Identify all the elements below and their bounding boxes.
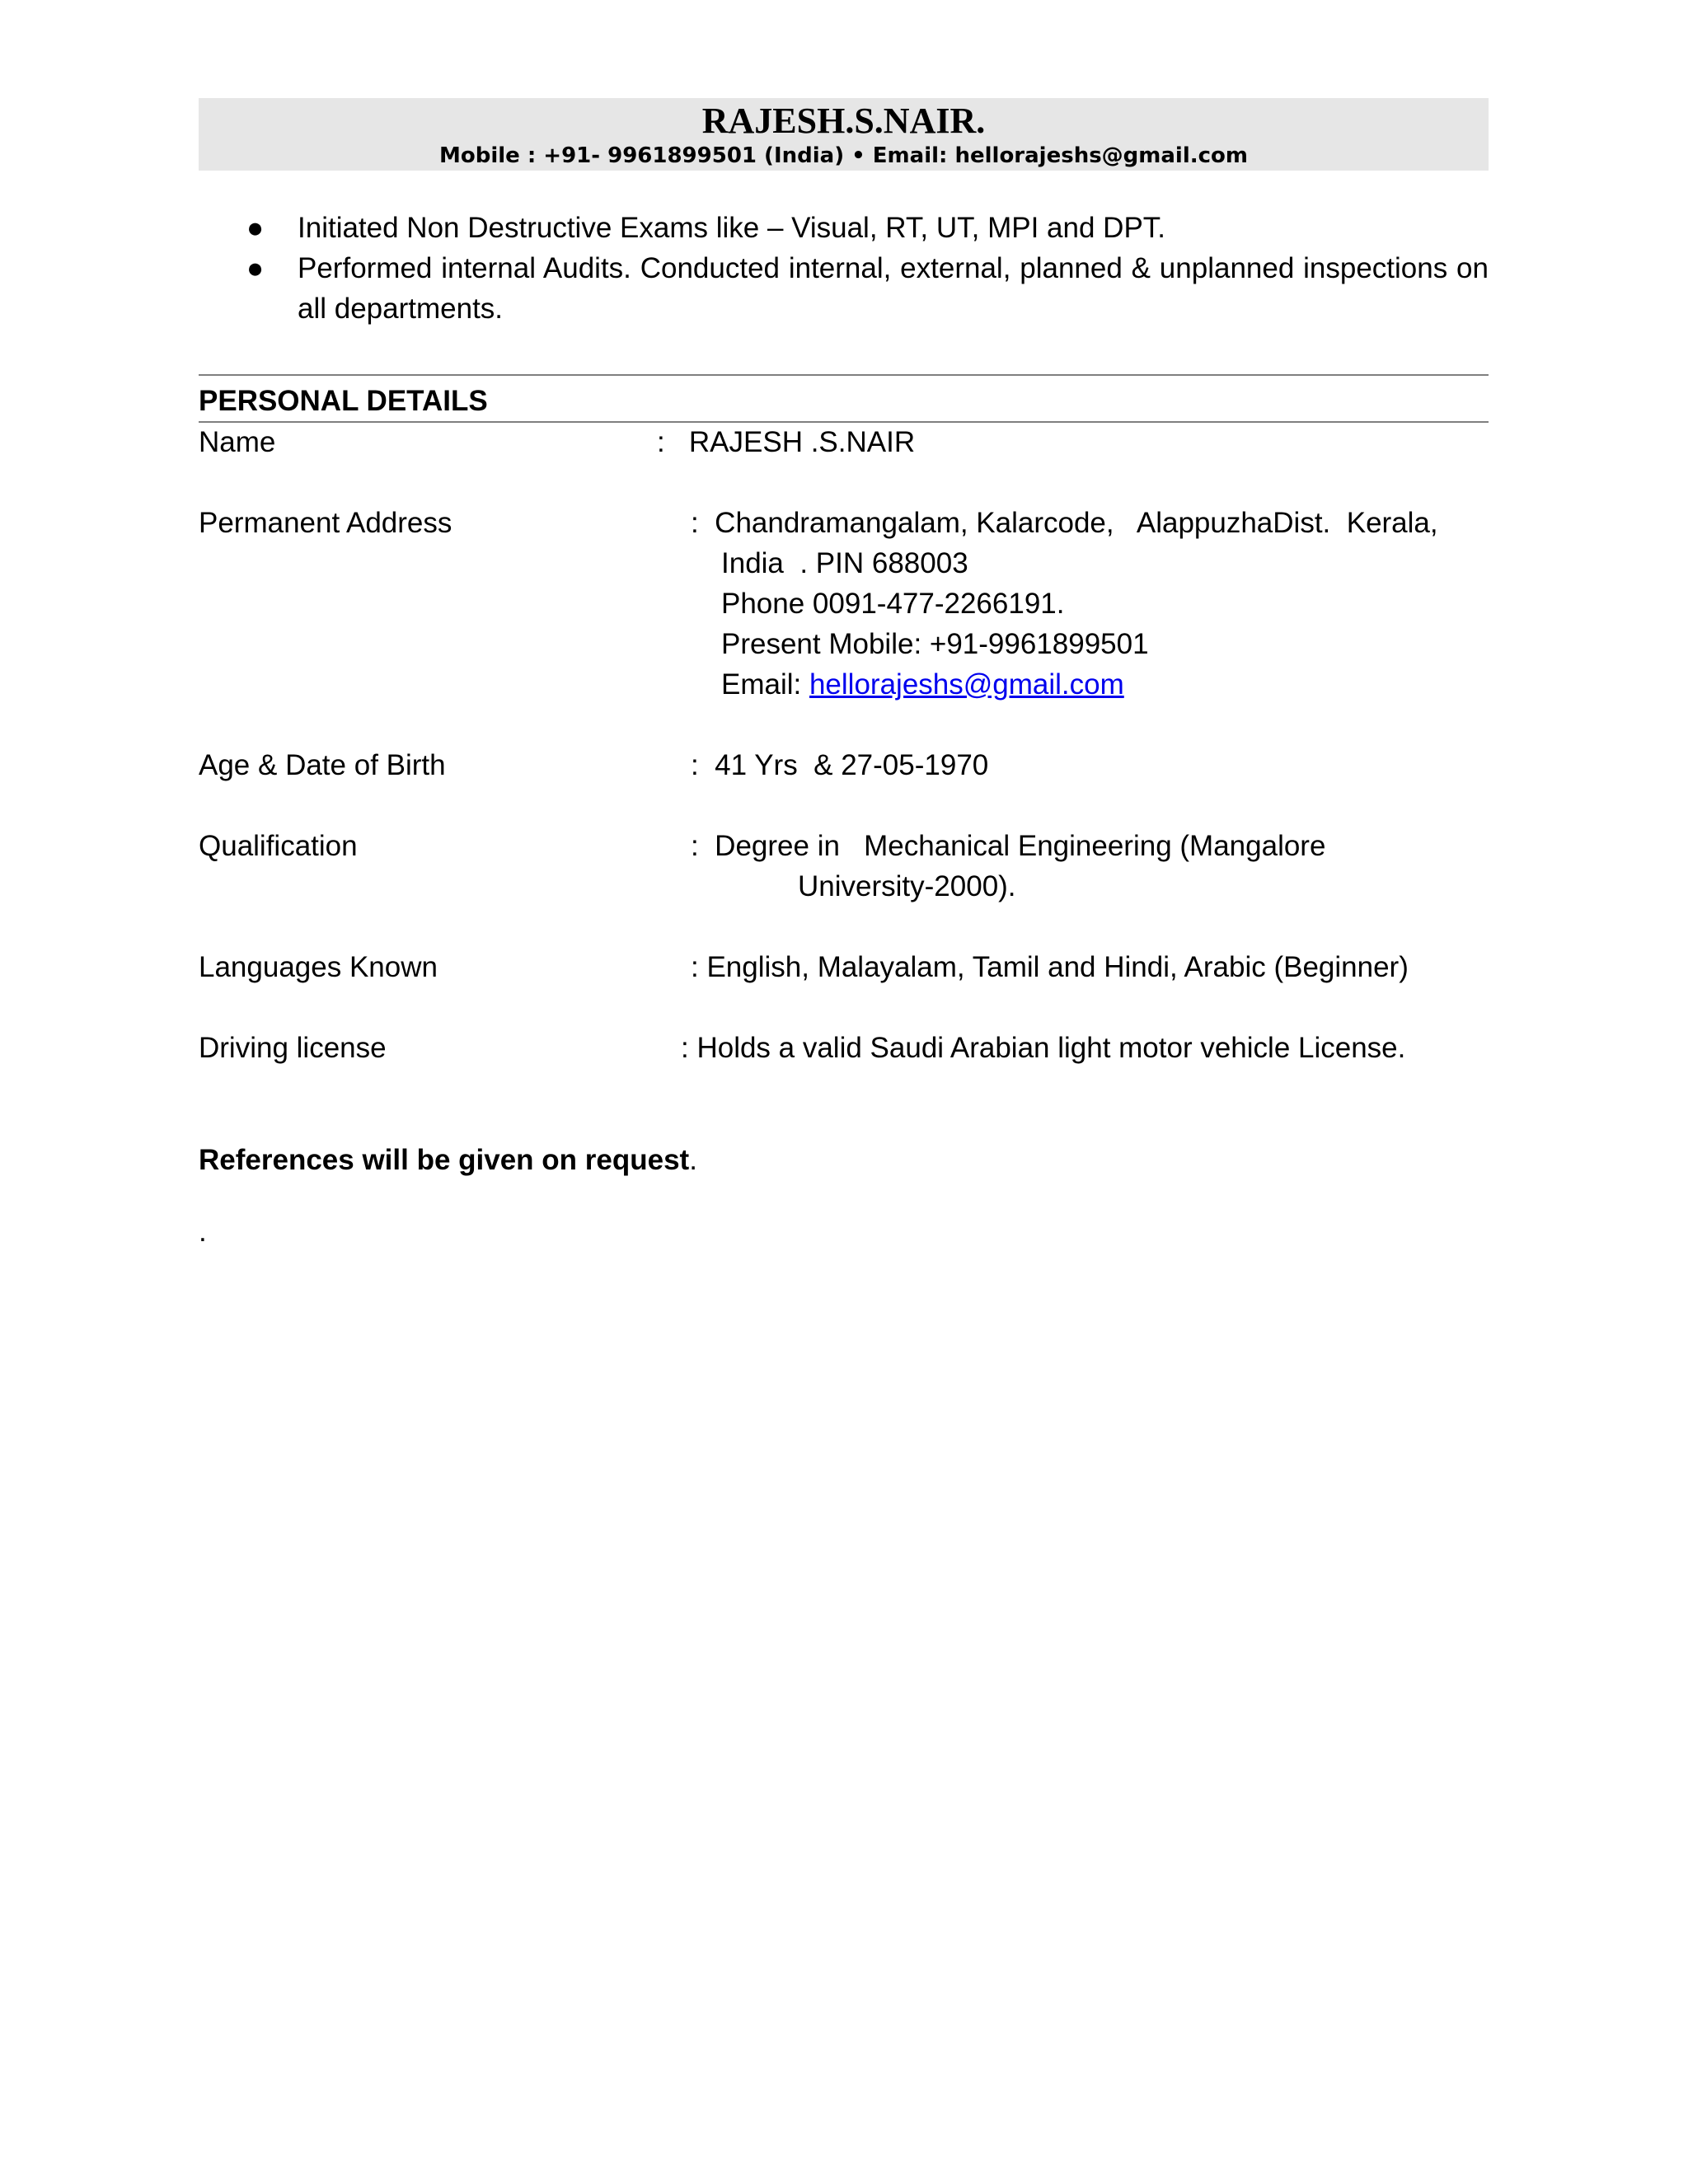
qualification-line-2: University-2000). [798,870,1016,902]
duties-list [199,208,1489,329]
address-line-2: India . PIN 688003 [721,547,968,579]
header-contact-line: Mobile : +91- 9961899501 (India) • Email: hellorajeshs@gmail.com [438,143,1248,168]
bullet-icon: ● [246,252,265,284]
trailing-dot: . [199,1216,207,1248]
bullet-icon: ● [246,212,265,244]
driving-license-value: : Holds a valid Saudi Arabian light motor vehicle License. [681,1032,1406,1064]
name-label: Name [199,426,276,458]
section-title-personal-details: PERSONAL DETAILS [199,385,488,417]
name-value: : RAJESH .S.NAIR [657,426,916,458]
age-label: Age & Date of Birth [199,749,446,781]
list-item-text: Initiated Non Destructive Exams like – Visual, RT, UT, MPI and DPT. [298,212,1166,244]
references-note [199,1140,697,1180]
age-value: : 41 Yrs & 27-05-1970 [691,749,989,781]
mobile-line: Present Mobile: +91-9961899501 [721,628,1149,660]
address-line-1: : Chandramangalam, Kalarcode, AlappuzhaDist. Kerala, [691,507,1438,539]
list-item-text: Performed internal Audits. Conducted internal, external, planned & unplanned inspections on all departments. [298,252,1489,325]
section-divider-top [199,374,1489,376]
references-period: . [689,1144,697,1176]
phone-line: Phone 0091-477-2266191. [721,588,1065,620]
email-prefix: Email: [721,668,809,701]
references-text: References will be given on request [199,1144,690,1176]
driving-license-label: Driving license [199,1032,387,1064]
languages-label: Languages Known [199,951,438,983]
list-item [199,248,1489,329]
resume-header [199,98,1489,171]
qualification-line-1: : Degree in Mechanical Engineering (Mangalore [691,830,1326,862]
list-item [199,208,1489,248]
email-link[interactable]: hellorajeshs@gmail.com [809,668,1124,701]
candidate-name-heading: RAJESH.S.NAIR. [701,101,986,141]
languages-value: : English, Malayalam, Tamil and Hindi, Arabic (Beginner) [691,951,1409,983]
qualification-label: Qualification [199,830,358,862]
email-line [721,664,1124,705]
address-label: Permanent Address [199,507,452,539]
